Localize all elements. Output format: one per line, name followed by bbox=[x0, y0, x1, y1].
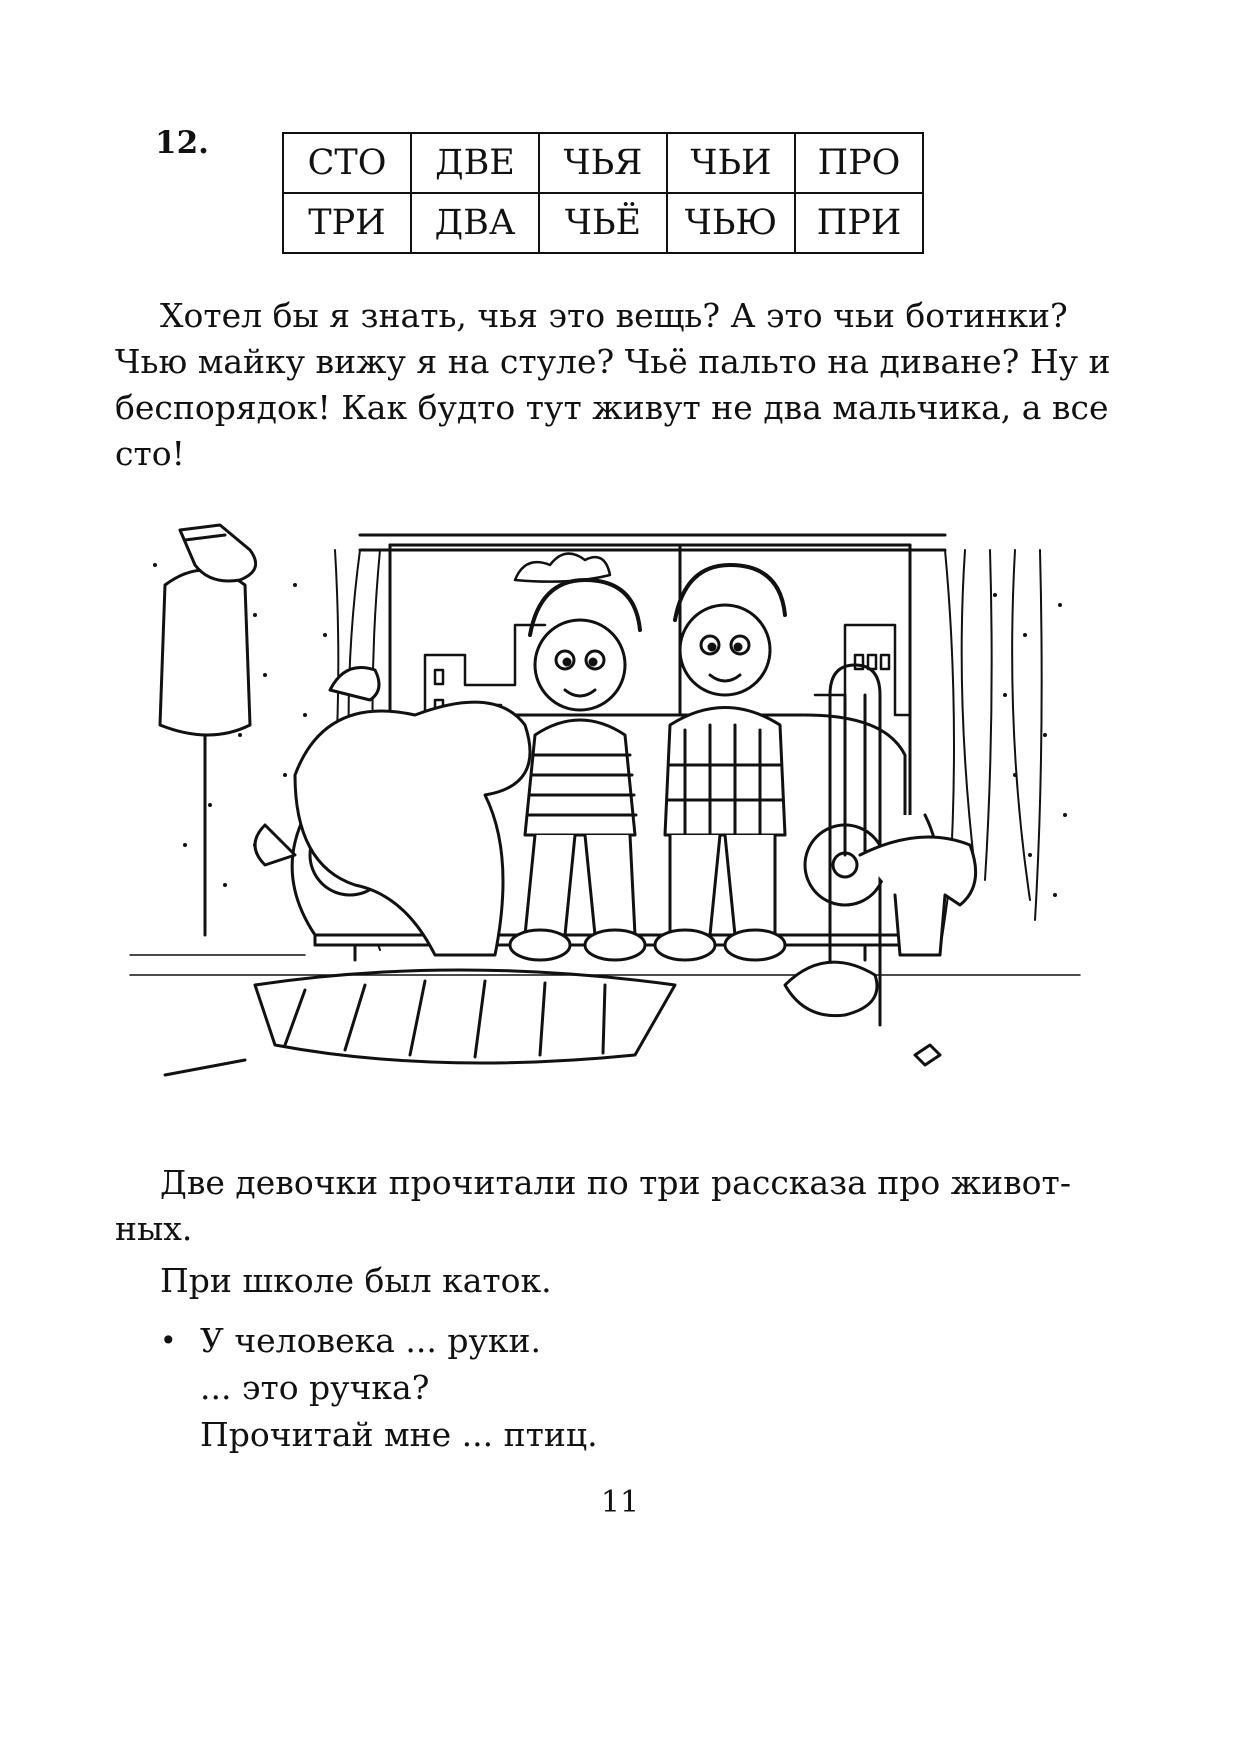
task-line: ... это ручка? bbox=[200, 1368, 430, 1407]
illustration-boys-on-sofa bbox=[125, 515, 1085, 1095]
sentence-school-rink: При школе был каток. bbox=[160, 1261, 552, 1300]
story-paragraph: Хотел бы я знать, чья это вещь? А это чьи ботинки? Чью майку вижу я на стуле? Чьё пальто на диване? Ну и беспорядок! Как будто тут живут не два мальчика, а все сто! bbox=[115, 296, 1111, 473]
fill-in-task bbox=[160, 1317, 1120, 1458]
syllable-cell: ЧЬЯ bbox=[539, 133, 667, 193]
syllable-cell: ПРИ bbox=[795, 193, 923, 253]
task-line: У человека ... руки. bbox=[200, 1321, 542, 1360]
bullet-icon: • bbox=[160, 1324, 177, 1357]
exercise-number: 12. bbox=[155, 125, 209, 161]
syllable-cell: ДВЕ bbox=[411, 133, 539, 193]
syllable-cell: ТРИ bbox=[283, 193, 411, 253]
syllable-cell: ЧЬЁ bbox=[539, 193, 667, 253]
syllable-table-row bbox=[283, 133, 923, 193]
syllable-cell: ДВА bbox=[411, 193, 539, 253]
page-number: 11 bbox=[600, 1485, 640, 1520]
sentence-girls-read: Две девочки прочитали по три рассказа про животных. bbox=[115, 1163, 1071, 1248]
syllable-cell: ЧЬИ bbox=[667, 133, 795, 193]
syllable-cell: ЧЬЮ bbox=[667, 193, 795, 253]
syllable-table bbox=[282, 132, 924, 254]
floor-rug bbox=[130, 955, 1080, 1075]
syllable-table-row bbox=[283, 193, 923, 253]
task-line: Прочитай мне ... птиц. bbox=[200, 1415, 598, 1454]
coat-rack bbox=[160, 525, 256, 935]
syllable-cell: ПРО bbox=[795, 133, 923, 193]
syllable-cell: СТО bbox=[283, 133, 411, 193]
